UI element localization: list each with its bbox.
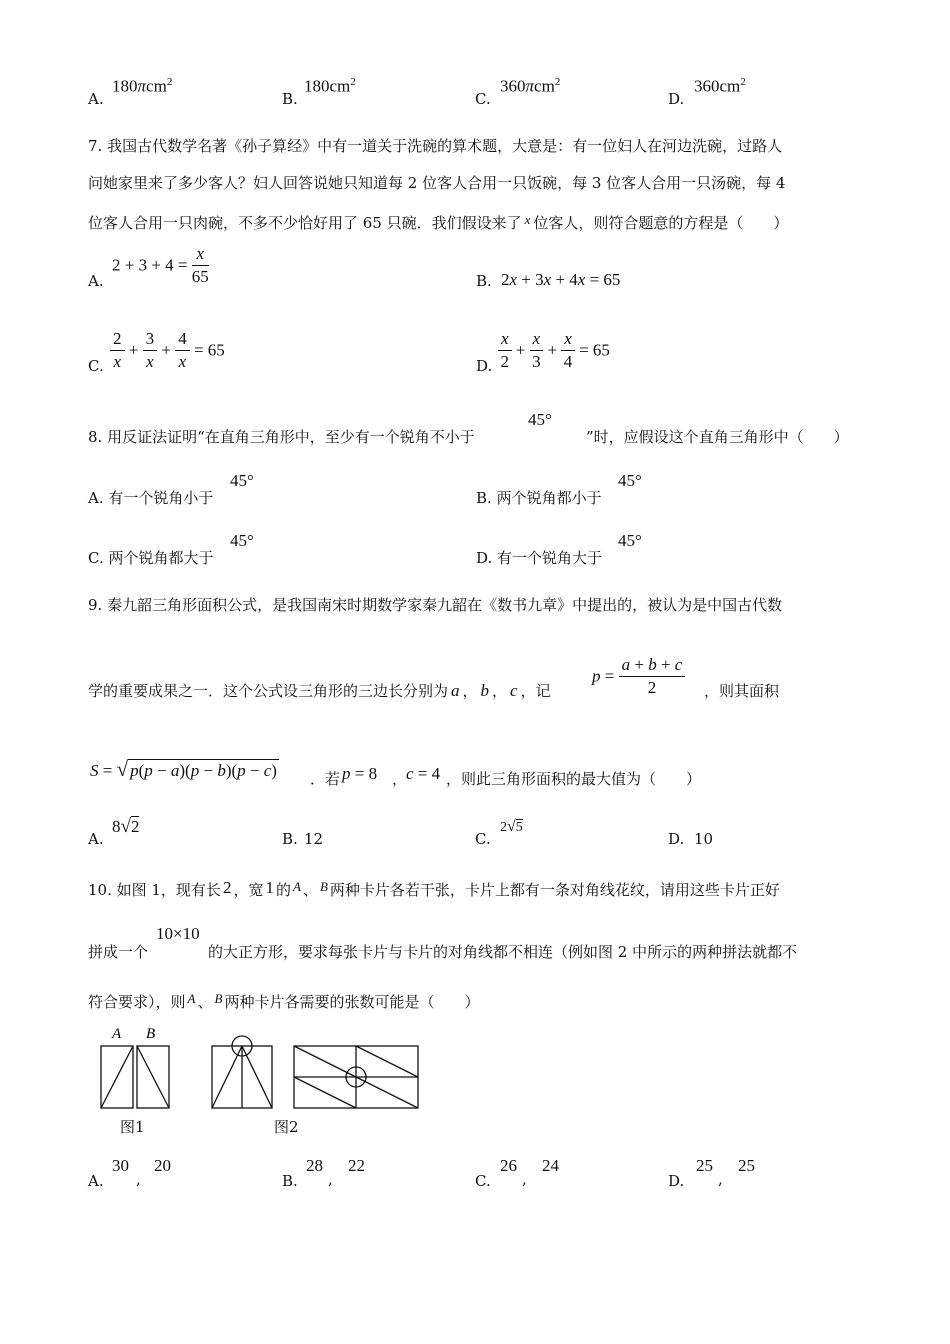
q6-option-a-label: A. — [88, 90, 104, 108]
q10-option-b-value-b: 22 — [348, 1156, 365, 1175]
q9-line-2: 学的重要成果之一．这个公式设三角形的三边长分别为 a ， b ， c ，记 — [88, 681, 551, 700]
q9-var-b: b — [480, 681, 490, 700]
q10-option-b-value-a: 28 — [306, 1156, 323, 1175]
q10-option-a-value-b: 20 — [154, 1156, 171, 1175]
q8-option-b: B. 两个锐角都小于 — [476, 489, 602, 507]
q8-option-a-angle: 45° — [230, 471, 254, 490]
q9-c-eq: c = 4 — [406, 764, 441, 783]
q7-option-d-formula: $\frac{x}{2}$ + $\frac{x}{3}$ + $\frac{x}{4}$ = 65 — [498, 329, 610, 372]
q10-option-b-label: B. — [282, 1172, 298, 1190]
q7-line-3 — [88, 211, 788, 232]
q7-option-b-formula: 2x + 3x + 4x = 65 — [501, 270, 621, 289]
q9-line-3-end: ，则此三角形面积的最大值为（ ） — [446, 770, 702, 788]
q9-p-formula: p = $\frac{a + b + c}{2}$ — [592, 655, 685, 698]
q10-option-d-value-b: 25 — [738, 1156, 755, 1175]
q9-option-a-label: A. — [88, 830, 104, 848]
q7-option-c-label: C. — [88, 357, 104, 375]
figure-1-cards — [96, 1022, 176, 1114]
q7-option-a-label: A. — [88, 272, 104, 290]
q10-option-c-comma: , — [522, 1170, 527, 1188]
q8-stem-start: 8. 用反证法证明“在直角三角形中，至少有一个锐角不小于 — [88, 428, 475, 446]
q8-option-d: D. 有一个锐角大于 — [476, 549, 603, 567]
q9-line-3-ruo: ．若 — [310, 770, 341, 788]
q9-option-c-label: C. — [475, 830, 491, 848]
fig2-arrangement-right — [294, 1046, 418, 1108]
q10-line-2-start: 拼成一个 — [88, 943, 149, 961]
q10-size: 10×10 — [156, 924, 200, 943]
q10-option-a-comma: , — [136, 1170, 141, 1188]
q10-option-c-label: C. — [475, 1172, 491, 1190]
q9-var-a: a — [451, 681, 460, 700]
q9-var-c: c — [510, 681, 518, 700]
q9-S-formula: S = √ p(p − a)(p − b)(p − c) — [90, 757, 277, 781]
q8-option-a: A. 有一个锐角小于 — [88, 489, 214, 507]
q10-option-c-value-a: 26 — [500, 1156, 517, 1175]
q7-line-3-end: 位客人，则符合题意的方程是（ ） — [533, 214, 789, 232]
q10-option-d-comma: , — [718, 1170, 723, 1188]
q9-option-b-label: B. — [282, 830, 298, 848]
q7-line-2: 问她家里来了多少客人？妇人回答说她只知道每 2 位客人合用一只饭碗，每 3 位客人合用一只汤碗，每 4 — [88, 174, 786, 192]
q7-option-b-label: B. — [476, 272, 492, 290]
q10-option-a-label: A. — [88, 1172, 104, 1190]
q8-option-c-angle: 45° — [230, 531, 254, 550]
figure-2-label: 图2 — [274, 1118, 299, 1136]
q9-option-d-value: 10 — [694, 830, 714, 848]
q8-option-c: C. 两个锐角都大于 — [88, 549, 214, 567]
q9-line-1: 9. 秦九韶三角形面积公式，是我国南宋时期数学家秦九韶在《数书九章》中提出的，被认为是中国古代数 — [88, 596, 783, 614]
q9-line-2-end: ，则其面积 — [704, 682, 780, 700]
q6-option-d-label: D. — [668, 90, 685, 108]
q10-option-b-comma: , — [328, 1170, 333, 1188]
q9-p-eq: p = 8 — [342, 764, 378, 783]
q6-option-c-value: 360πcm$^2$ — [500, 76, 561, 96]
q10-line-1: 10. 如图 1，现有长 2 ，宽 1 的 A 、 B 两种卡片各若干张，卡片上都有一条对角线花纹，请用这些卡片正好 — [88, 878, 780, 899]
figure-2-arrangements — [206, 1030, 422, 1112]
q6-option-d-value: $360cm^2$ — [694, 76, 746, 96]
q8-option-d-angle: 45° — [618, 531, 642, 550]
q7-line-3-start: 位客人合用一只肉碗，不多不少恰好用了 65 只碗．我们假设来了 — [88, 214, 522, 232]
fig1-card-a-label: A — [112, 1026, 122, 1042]
q9-comma-1: ， — [392, 770, 408, 788]
fig1-card-a-diagonal — [101, 1046, 133, 1108]
figure-1-label: 图1 — [120, 1118, 145, 1136]
q8-option-b-angle: 45° — [618, 471, 642, 490]
q7-option-d-label: D. — [476, 357, 493, 375]
q9-option-d-label: D. — [668, 830, 685, 848]
q10-option-a-value-a: 30 — [112, 1156, 129, 1175]
q10-line-2-end: 的大正方形，要求每张卡片与卡片的对角线都不相连（例如图 2 中所示的两种拼法就都不 — [208, 943, 798, 961]
q7-var-x: x — [524, 212, 531, 227]
fig1-card-b-label: B — [146, 1026, 156, 1042]
fig1-card-b-diagonal — [137, 1046, 169, 1108]
q8-stem-angle: 45° — [528, 410, 552, 429]
q6-option-a-value: 180πcm$^2$ — [112, 76, 173, 96]
q10-option-d-label: D. — [668, 1172, 685, 1190]
q7-line-1: 7. 我国古代数学名著《孙子算经》中有一道关于洗碗的算术题，大意是：有一位妇人在河边洗碗，过路人 — [88, 137, 783, 155]
q6-option-b-value: $180cm^2$ — [304, 76, 356, 96]
q7-option-a-formula: 2 + 3 + 4 = $\frac{x}{65}$ — [112, 244, 209, 286]
q9-option-c-value: 2√5 — [500, 818, 523, 835]
fig2-arrangement-left — [212, 1036, 272, 1108]
q9-option-a-value: 8√2 — [112, 816, 140, 837]
q10-option-d-value-a: 25 — [696, 1156, 713, 1175]
q6-option-b-label: B. — [282, 90, 298, 108]
q7-option-c-formula: $\frac{2}{x}$ + $\frac{3}{x}$ + $\frac{4}{x}$ = 65 — [110, 329, 225, 372]
q9-option-b-value: 12 — [304, 830, 324, 848]
q10-line-3: 符合要求），则 A 、 B 两种卡片各需要的张数可能是（ ） — [88, 991, 480, 1011]
q6-option-c-label: C. — [475, 90, 491, 108]
q8-stem-end: ”时，应假设这个直角三角形中（ ） — [586, 428, 849, 446]
q10-option-c-value-b: 24 — [542, 1156, 559, 1175]
